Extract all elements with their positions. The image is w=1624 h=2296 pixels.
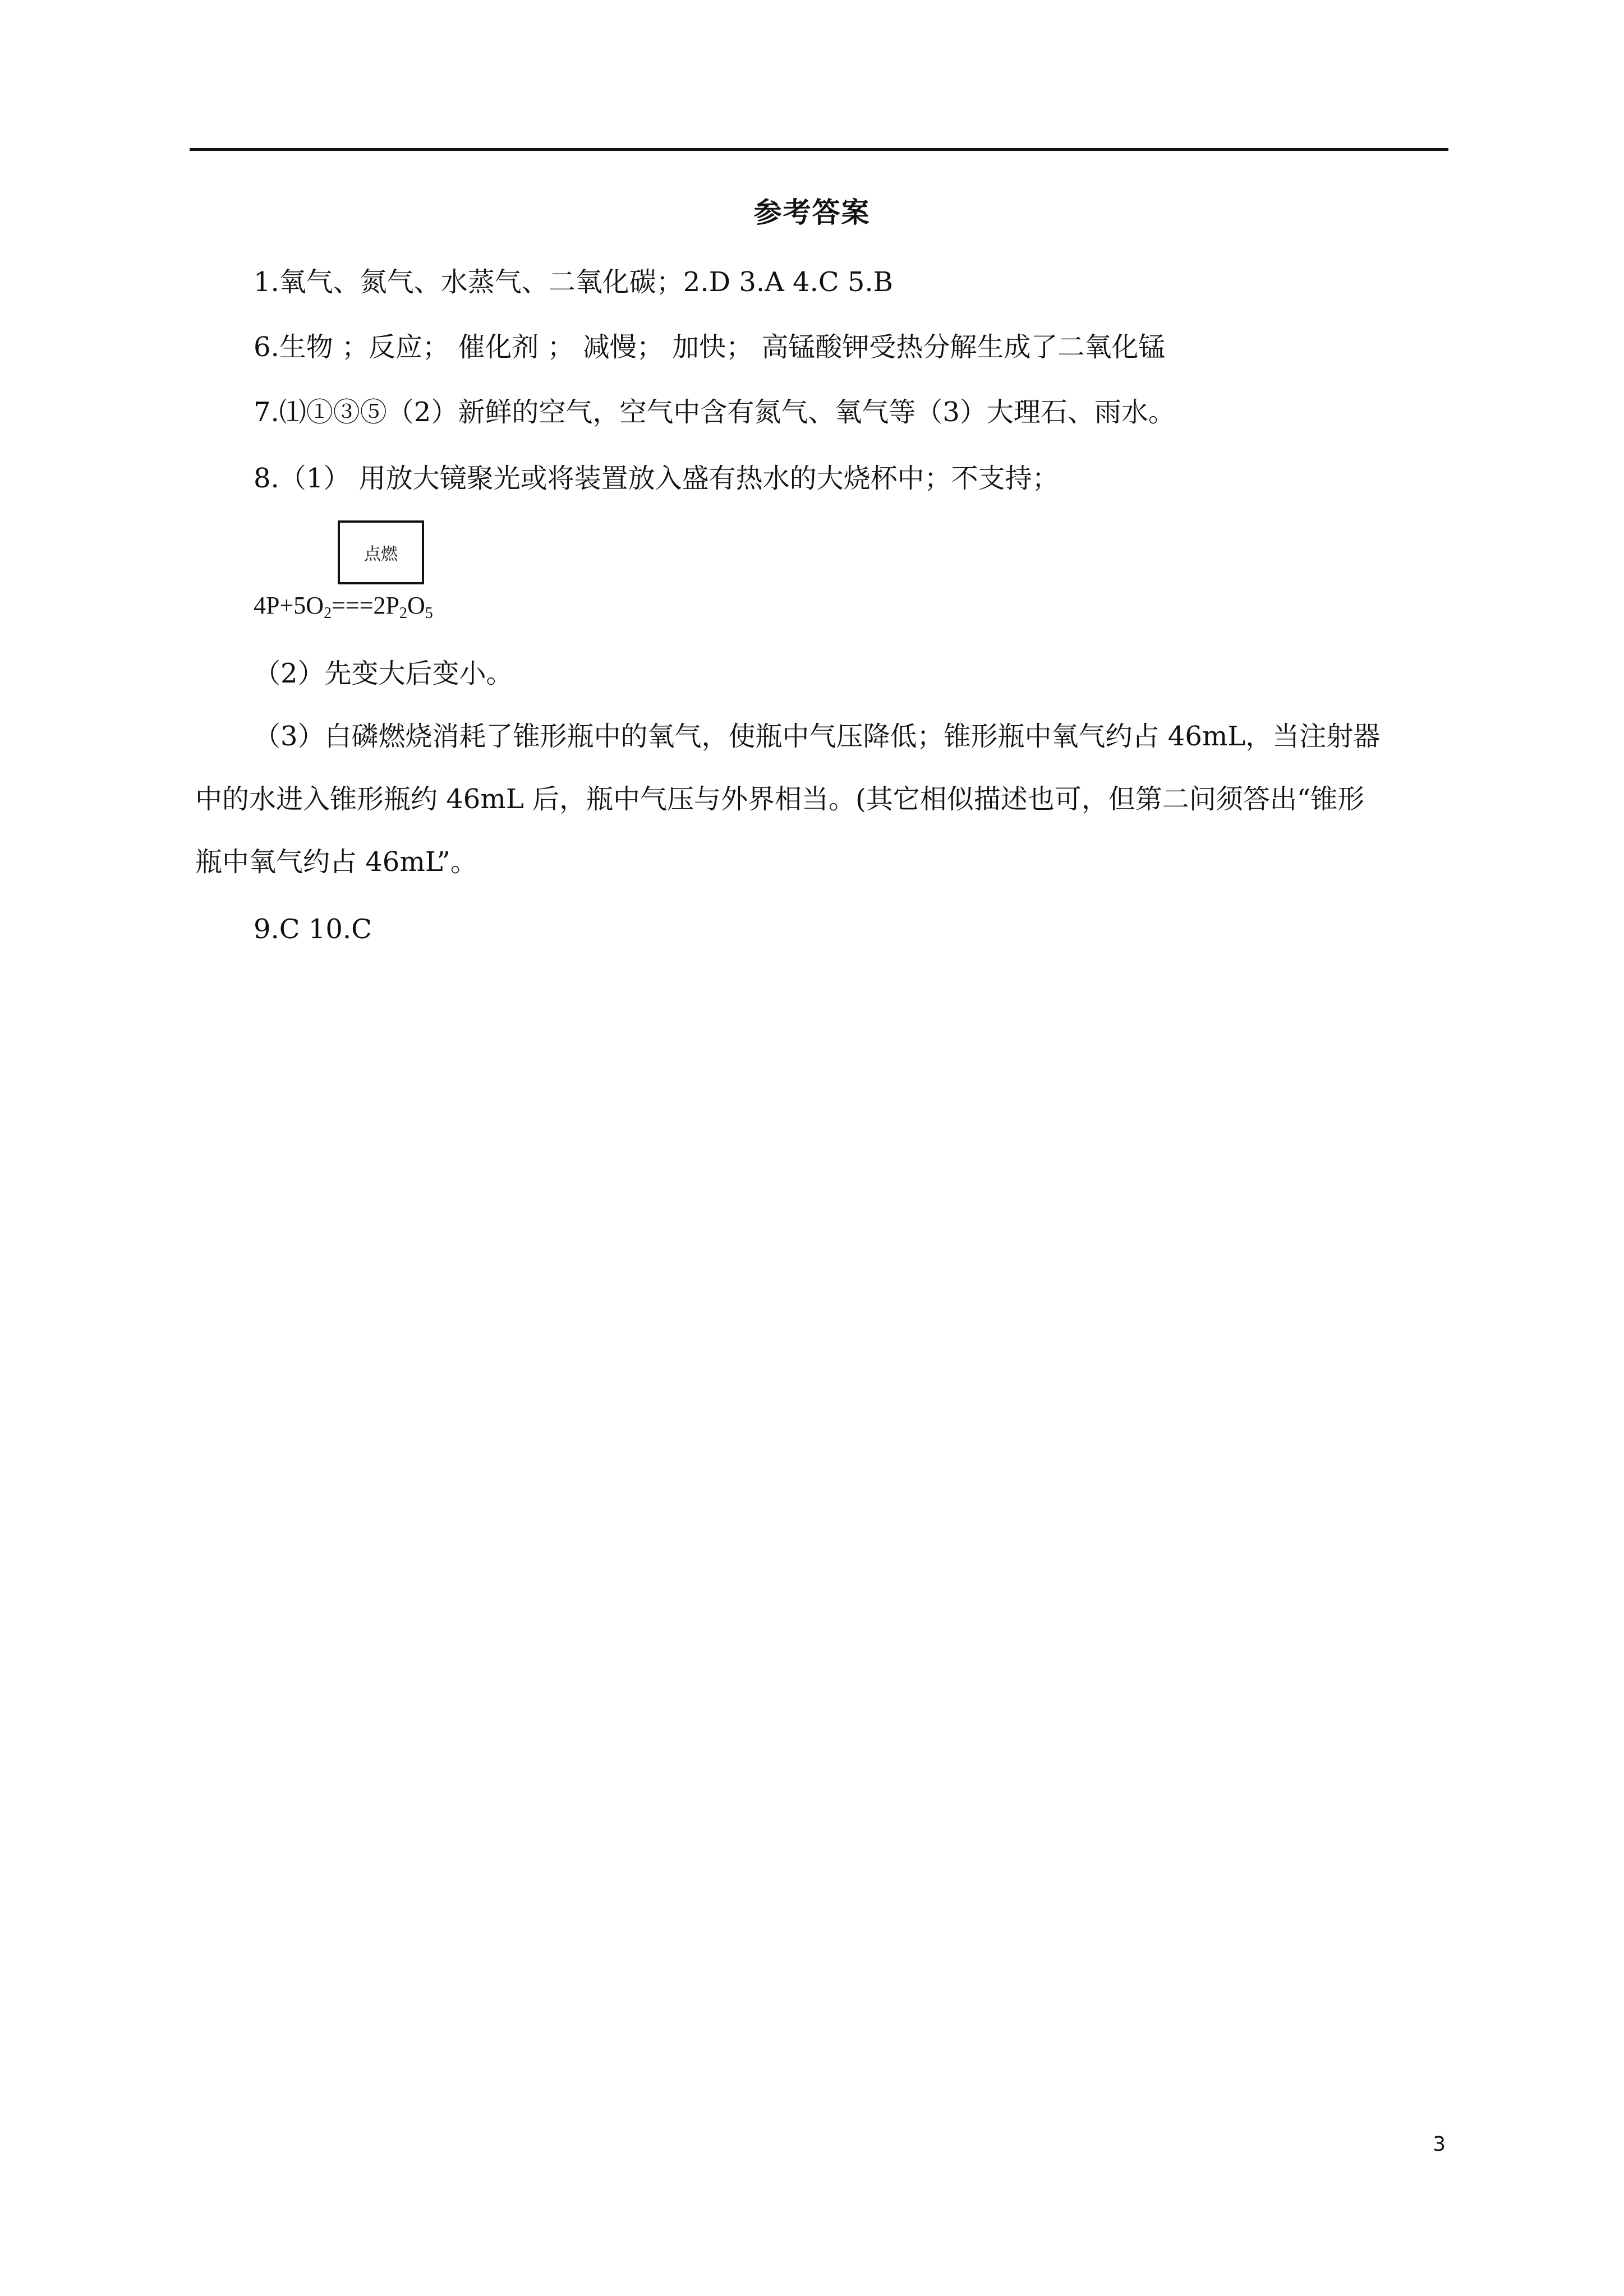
- equation-subscript: 2: [399, 605, 407, 622]
- chemical-equation: [254, 589, 433, 623]
- equation-subscript: 5: [425, 605, 433, 622]
- equation-subscript: 2: [324, 605, 332, 622]
- answer-line-9-10: 9.C 10.C: [254, 914, 372, 945]
- answer-line-1: 1.氧气、氮气、水蒸气、二氧化碳；2.D 3.A 4.C 5.B: [254, 266, 893, 298]
- answer-line-8-part1: 8.（1） 用放大镜聚光或将装置放入盛有热水的大烧杯中；不支持；: [254, 463, 1059, 494]
- equation-part: 4P+5O: [254, 592, 324, 619]
- equation-part: ===2P: [332, 592, 399, 619]
- page-number: 3: [1433, 2133, 1446, 2156]
- equation-part: O: [407, 592, 425, 619]
- answer-line-8-part3-cont: 中的水进入锥形瓶约 46mL 后，瓶中气压与外界相当。(其它相似描述也可，但第二问须答出“锥形: [195, 783, 1365, 815]
- answer-line-7: 7.⑴①③⑤（2）新鲜的空气，空气中含有氮气、氧气等（3）大理石、雨水。: [254, 397, 1175, 428]
- answer-line-8-part3-end: 瓶中氧气约占 46mL”。: [195, 846, 477, 878]
- page-title: 参考答案: [753, 196, 871, 229]
- answer-line-6: 6.生物 ；反应； 催化剂 ； 减慢； 加快； 高锰酸钾受热分解生成了二氧化锰: [254, 331, 1166, 363]
- reaction-condition-label: 点燃: [364, 545, 398, 564]
- answer-line-8-part3: （3）白磷燃烧消耗了锥形瓶中的氧气，使瓶中气压降低；锥形瓶中氧气约占 46mL，当注射器: [254, 721, 1381, 752]
- header-rule: [190, 148, 1448, 151]
- reaction-condition-box: [338, 520, 424, 584]
- answer-line-8-part2: （2）先变大后变小。: [254, 658, 513, 689]
